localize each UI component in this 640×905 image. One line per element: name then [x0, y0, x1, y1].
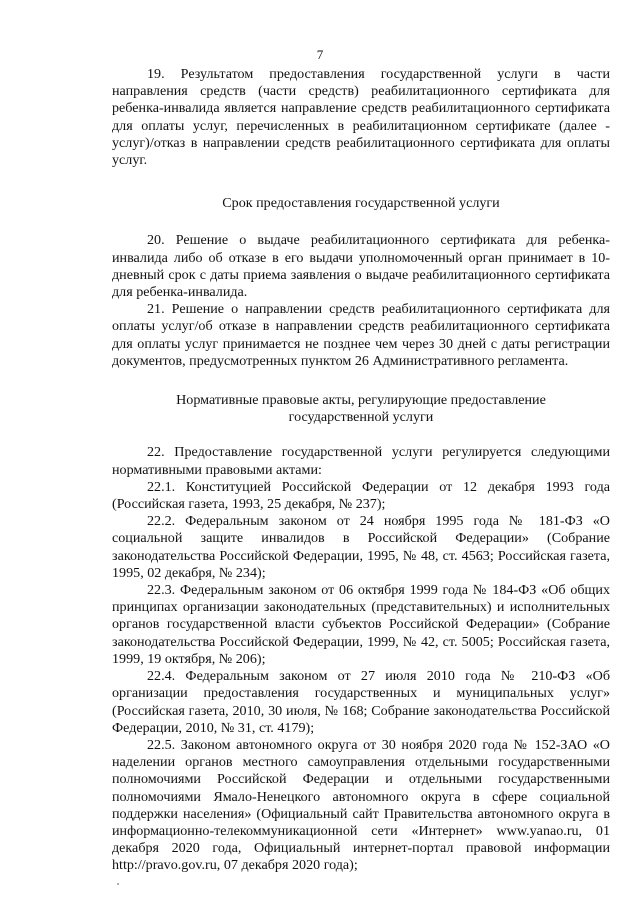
- paragraph-22-2: 22.2. Федеральным законом от 24 ноября 1995 года № 181-ФЗ «О социальной защите инвалидов в Российской Федерации» (Собрание законодательства Российской Федерации, 1995, № 48, ст. 4563; Российская газета, 1995, 02 декабря, № 234);: [112, 513, 610, 581]
- paragraph-22: 22. Предоставление государственной услуги регулируется следующими нормативными правовыми актами:: [112, 444, 610, 478]
- paragraph-22-5: 22.5. Законом автономного округа от 30 ноября 2020 года № 152-ЗАО «О наделении органов местного самоуправления отдельными государственными полномочиями Российской Федерации и отдельными государственными полномочиями Ямало-Ненецкого автономного округа в сфере социальной поддержки населения» (Официальный сайт Правительства автономного округа в информационно-телекоммуникационной сети «Интернет» www.yanao.ru, 01 декабря 2020 года, Официальный интернет-портал правовой информации http://pravo.gov.ru, 07 декабря 2020 года);: [112, 736, 610, 874]
- page-number: 7: [316, 47, 324, 62]
- paragraph-21: 21. Решение о направлении средств реабилитационного сертификата для оплаты услуг/об отказе в направлении средств реабилитационного сертификата для оплаты услуг принимается не позднее чем через 30 дней с даты регистрации документов, предусмотренных пунктом 26 Административного регламента.: [112, 301, 610, 369]
- section-heading-acts: [112, 392, 610, 426]
- paragraph-19: 19. Результатом предоставления государственной услуги в части направления средств (части средств) реабилитационного сертификата для ребенка-инвалида является направление средств реабилитационного сертификата для оплаты услуг, перечисленных в реабилитационном сертификате (далее - услуг)/отказ в направлении средств реабилитационного сертификата для оплаты услуг.: [112, 66, 610, 169]
- paragraph-22-4: 22.4. Федеральным законом от 27 июля 2010 года № 210-ФЗ «Об организации предоставления государственных и муниципальных услуг» (Российская газета, 2010, 30 июля, № 168; Собрание законодательства Российской Федерации, 2010, № 31, ст. 4179);: [112, 668, 610, 736]
- section-heading-acts-line2: государственной услуги: [288, 409, 434, 426]
- paragraph-22-3: 22.3. Федеральным законом от 06 октября 1999 года № 184-ФЗ «Об общих принципах организации законодательных (представительных) и исполнительных органов государственной власти субъектов Российской Федерации» (Собрание законодательства Российской Федерации, 1999, № 42, ст. 5005; Российская газета, 1999, 19 октября, № 206);: [112, 582, 610, 667]
- section-heading-term: Срок предоставления государственной услуги: [222, 195, 500, 212]
- scan-speck: [117, 883, 119, 885]
- section-heading-acts-line1: Нормативные правовые акты, регулирующие предоставление: [176, 392, 546, 409]
- paragraph-22-1: 22.1. Конституцией Российской Федерации от 12 декабря 1993 года (Российская газета, 1993, 25 декабря, № 237);: [112, 478, 610, 513]
- paragraph-20: 20. Решение о выдаче реабилитационного сертификата для ребенка-инвалида либо об отказе в его выдачи уполномоченный орган принимает в 10-дневный срок с даты приема заявления о выдаче реабилитационного сертификата для ребенка-инвалида.: [112, 232, 610, 301]
